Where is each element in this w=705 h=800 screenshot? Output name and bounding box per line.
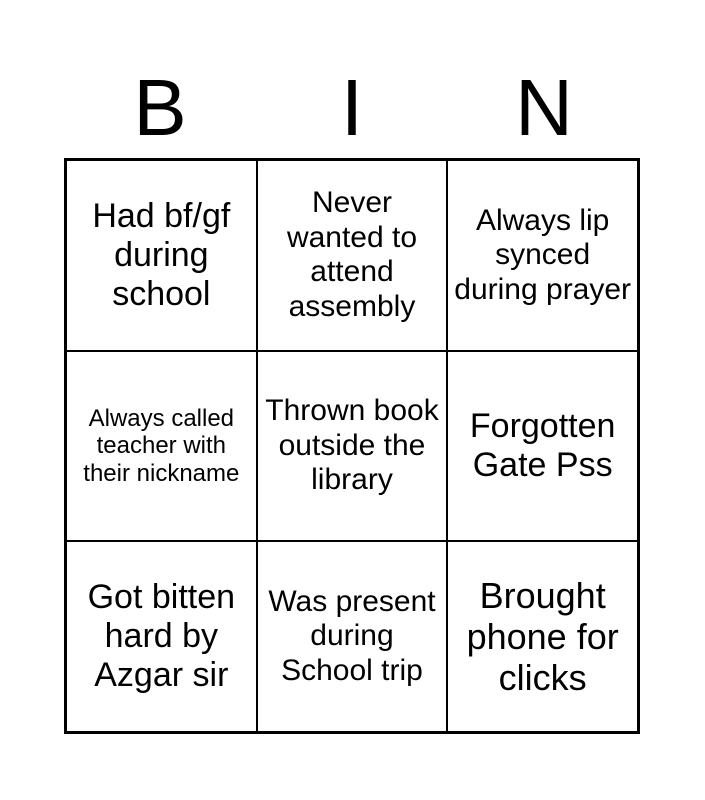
bingo-card-grid [64,158,640,734]
header-letter-n: N [515,63,573,152]
bingo-cell-9[interactable]: Brought phone for clicks [447,541,638,732]
bingo-cell-4[interactable]: Always called teacher with their nickname [66,351,257,542]
bingo-cell-8[interactable]: Was present during School trip [257,541,448,732]
bingo-cell-5[interactable]: Thrown book outside the library [257,351,448,542]
bingo-cell-6[interactable]: Forgotten Gate Pss [447,351,638,542]
bingo-cell-2[interactable]: Never wanted to attend assembly [257,160,448,351]
header-letter-i: I [340,63,364,152]
header-letter-b: B [133,63,187,152]
bingo-cell-1[interactable]: Had bf/gf during school [66,160,257,351]
bingo-header [64,60,640,156]
bingo-cell-3[interactable]: Always lip synced during prayer [447,160,638,351]
bingo-cell-7[interactable]: Got bitten hard by Azgar sir [66,541,257,732]
